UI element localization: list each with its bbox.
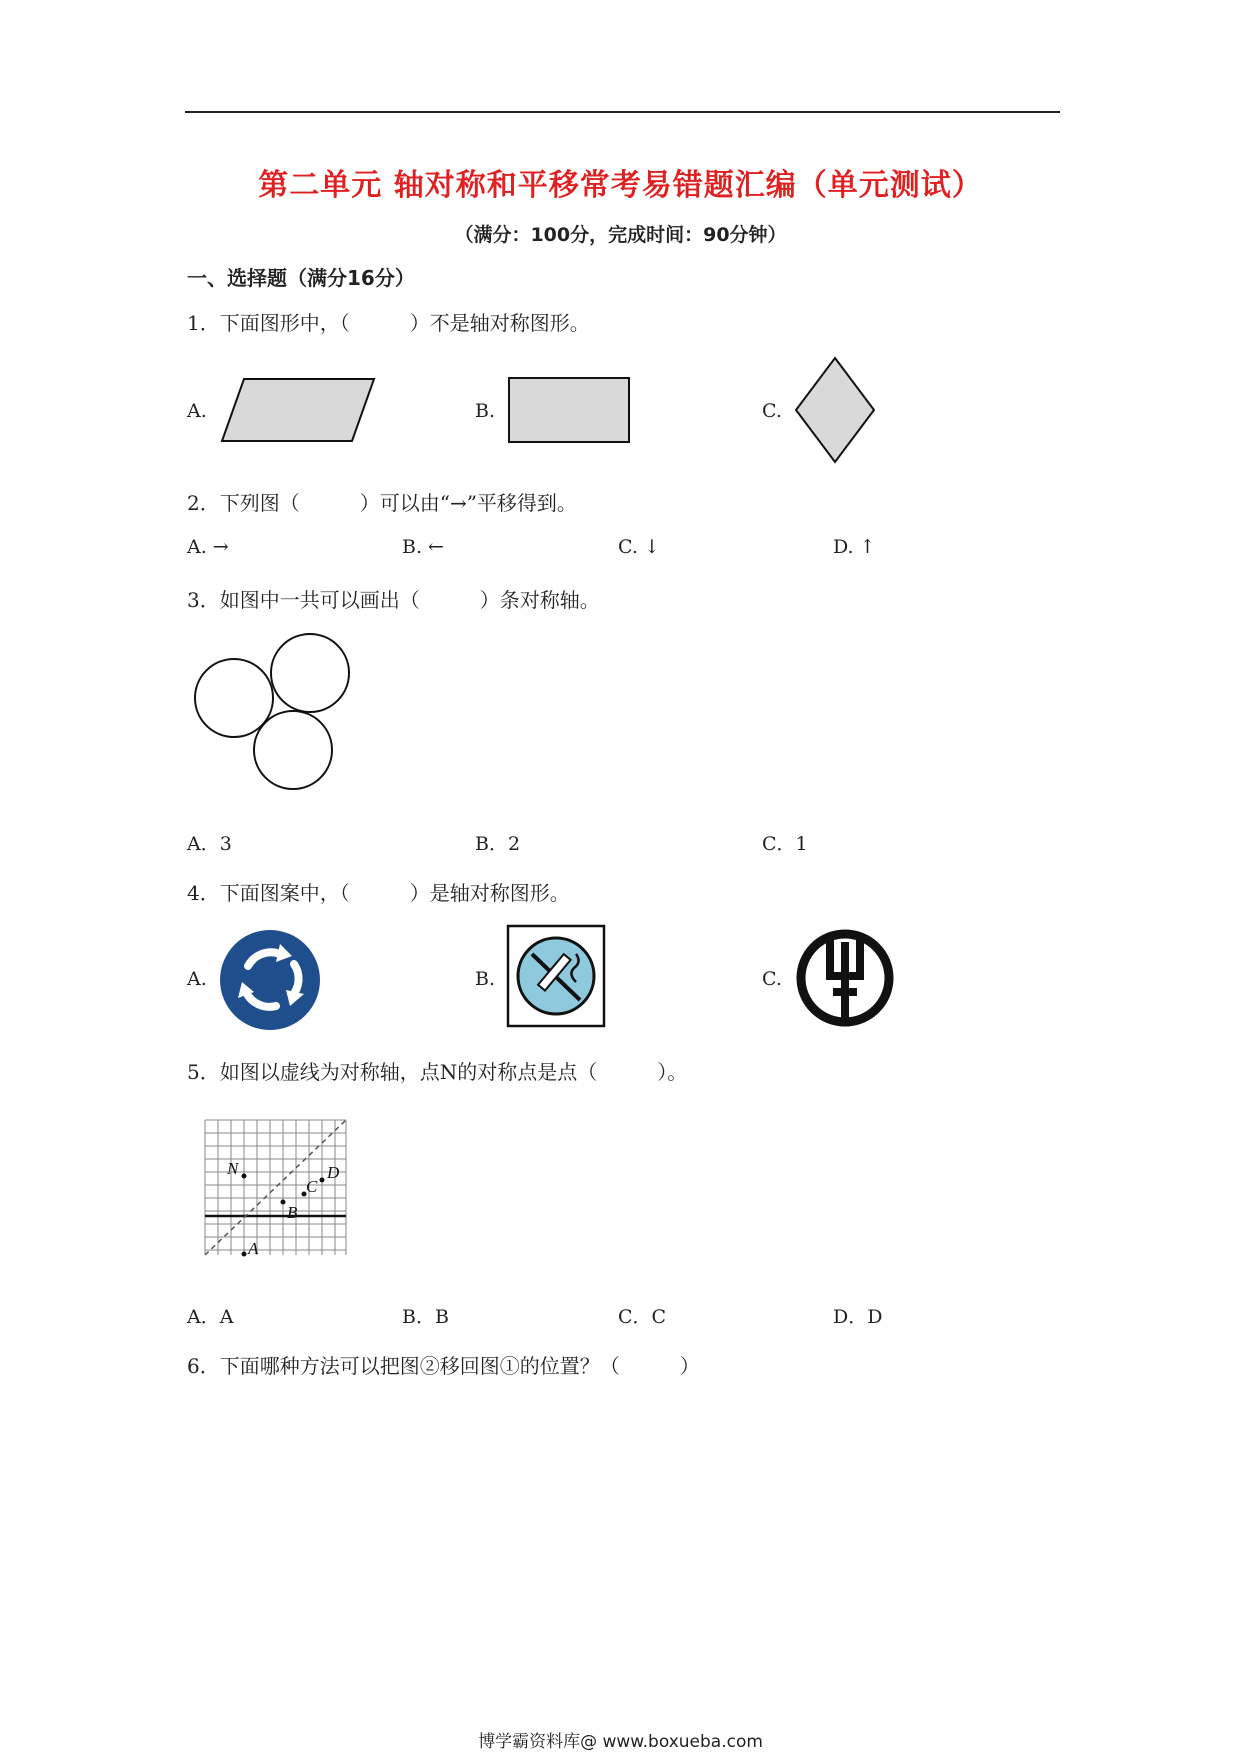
q3-option-b: B．2: [475, 833, 521, 855]
q5-option-c: C．C: [618, 1306, 667, 1328]
header-rule: [185, 111, 1060, 113]
q5-option-b: B．B: [402, 1306, 449, 1328]
three-circles-figure: [190, 628, 360, 794]
point-label-a: A: [248, 1239, 259, 1258]
point-label-d: D: [327, 1163, 340, 1182]
question-2-stem: 2．下列图（ ）可以由“→”平移得到。: [187, 491, 577, 515]
q3-option-c: C．1: [762, 833, 808, 855]
q2-option-d: D. ↑: [833, 536, 876, 558]
question-3-stem: 3．如图中一共可以画出（ ）条对称轴。: [187, 588, 600, 612]
question-1-stem: 1．下面图形中，（ ）不是轴对称图形。: [187, 311, 590, 335]
q1-option-b-label: B.: [475, 400, 496, 422]
grid-symmetry-figure: [203, 1118, 349, 1258]
page-title: 第二单元 轴对称和平移常考易错题汇编（单元测试）: [258, 168, 983, 203]
no-smoking-sign-icon: [506, 924, 606, 1028]
q2-option-a: A. →: [187, 536, 229, 558]
bank-logo-icon: [793, 926, 897, 1030]
question-6-stem: 6．下面哪种方法可以把图②移回图①的位置？（ ）: [187, 1354, 700, 1378]
rectangle-shape: [506, 375, 632, 445]
page-subtitle: （满分：100分，完成时间：90分钟）: [454, 224, 787, 246]
point-label-b: B: [287, 1203, 298, 1222]
q5-option-a: A．A: [187, 1306, 234, 1328]
q1-option-c-label: C.: [762, 400, 782, 422]
q1-option-a-label: A.: [187, 400, 207, 422]
question-4-stem: 4．下面图案中，（ ）是轴对称图形。: [187, 881, 570, 905]
q3-option-a: A．3: [187, 833, 232, 855]
question-5-stem: 5．如图以虚线为对称轴，点N的对称点是点（ ）。: [187, 1060, 688, 1084]
q4-option-b-label: B.: [475, 968, 496, 990]
parallelogram-shape: [218, 375, 378, 445]
roundabout-sign-icon: [218, 928, 322, 1032]
q4-option-c-label: C.: [762, 968, 782, 990]
q2-option-c: C. ↓: [618, 536, 660, 558]
section-heading: 一、选择题（满分16分）: [187, 266, 415, 290]
point-label-n: N: [227, 1159, 239, 1178]
page-footer: 博学霸资料库@ www.boxueba.com: [478, 1732, 763, 1752]
rhombus-shape: [793, 355, 877, 465]
q4-option-a-label: A.: [187, 968, 207, 990]
q2-option-b: B. ←: [402, 536, 444, 558]
q5-option-d: D．D: [833, 1306, 883, 1328]
point-label-c: C: [306, 1177, 318, 1196]
